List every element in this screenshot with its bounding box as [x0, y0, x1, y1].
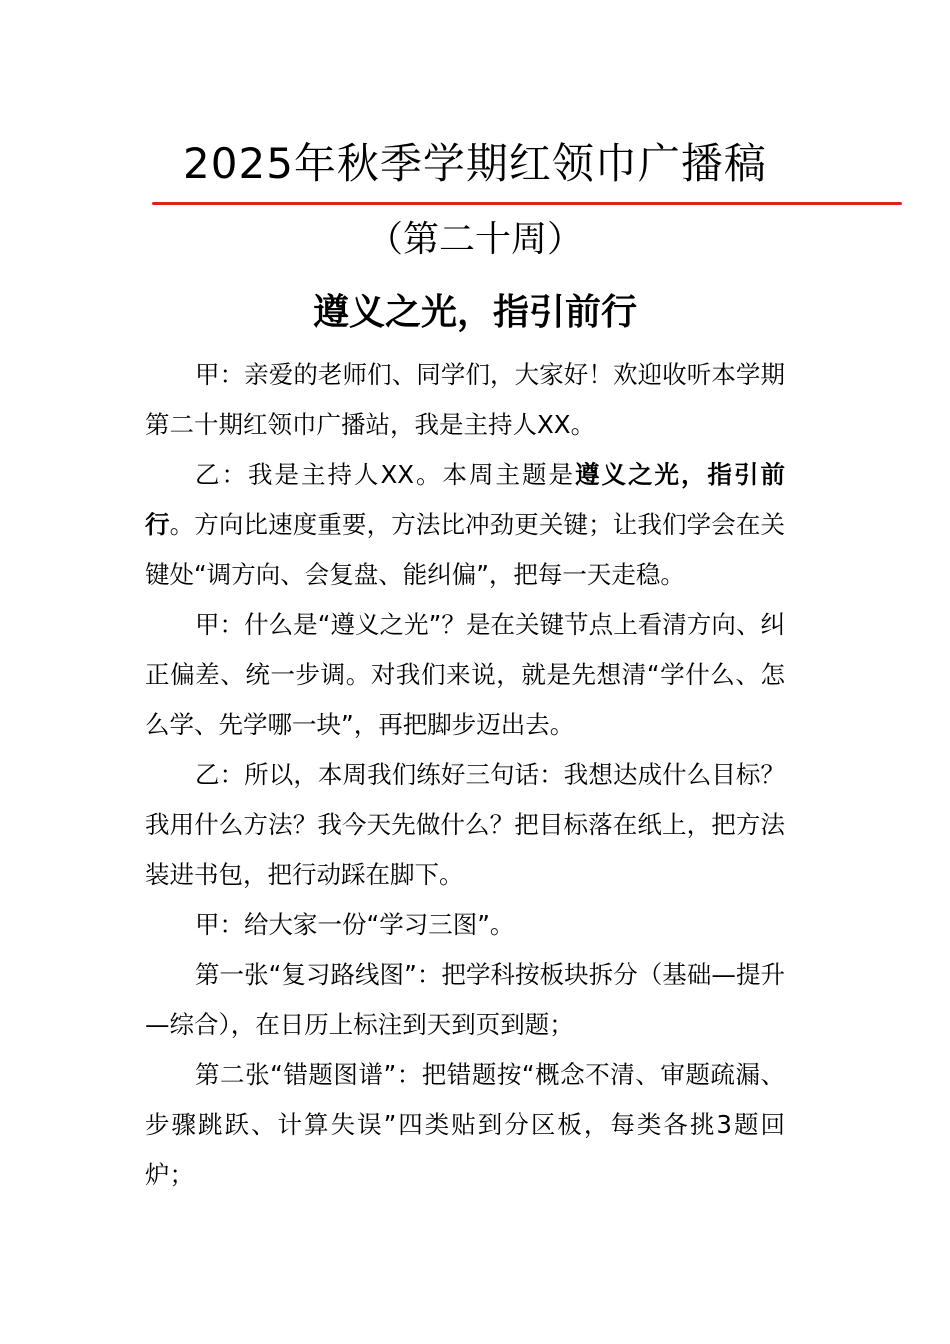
paragraph-6: 第一张“复习路线图”：把学科按板块拆分（基础—提升—综合），在日历上标注到天到页到题； — [145, 960, 785, 1039]
title-underline-rule — [152, 202, 902, 205]
document-body — [145, 350, 785, 1200]
document-title: 2025年秋季学期红领巾广播稿 — [183, 139, 767, 188]
paragraph-2 — [145, 450, 785, 600]
paragraph-3: 甲：什么是“遵义之光”？是在关键节点上看清方向、纠正偏差、统一步调。对我们来说，就是先想清“学什么、怎么学、先学哪一块”，再把脚步迈出去。 — [145, 610, 785, 739]
paragraph-7: 第二张“错题图谱”：把错题按“概念不清、审题疏漏、步骤跳跃、计算失误”四类贴到分区板，每类各挑3题回炉； — [145, 1060, 785, 1189]
paragraph-5: 甲：给大家一份“学习三图”。 — [195, 910, 515, 939]
paragraph-1: 甲：亲爱的老师们、同学们，大家好！欢迎收听本学期第二十期红领巾广播站，我是主持人XX。 — [145, 360, 785, 439]
paragraph-2-text-after: 。方向比速度重要，方法比冲劲更关键；让我们学会在关键处“调方向、会复盘、能纠偏”，把每一天走稳。 — [145, 510, 786, 589]
paragraph-2-text-before: 乙：我是主持人XX。本周主题是 — [195, 460, 576, 489]
paragraph-4: 乙：所以，本周我们练好三句话：我想达成什么目标？我用什么方法？我今天先做什么？把目标落在纸上，把方法装进书包，把行动踩在脚下。 — [145, 760, 785, 889]
section-heading: 遵义之光，指引前行 — [312, 292, 637, 333]
document-subtitle: （第二十周） — [366, 219, 583, 260]
theme-emphasis: 遵义之光，指引前行 — [145, 460, 785, 539]
